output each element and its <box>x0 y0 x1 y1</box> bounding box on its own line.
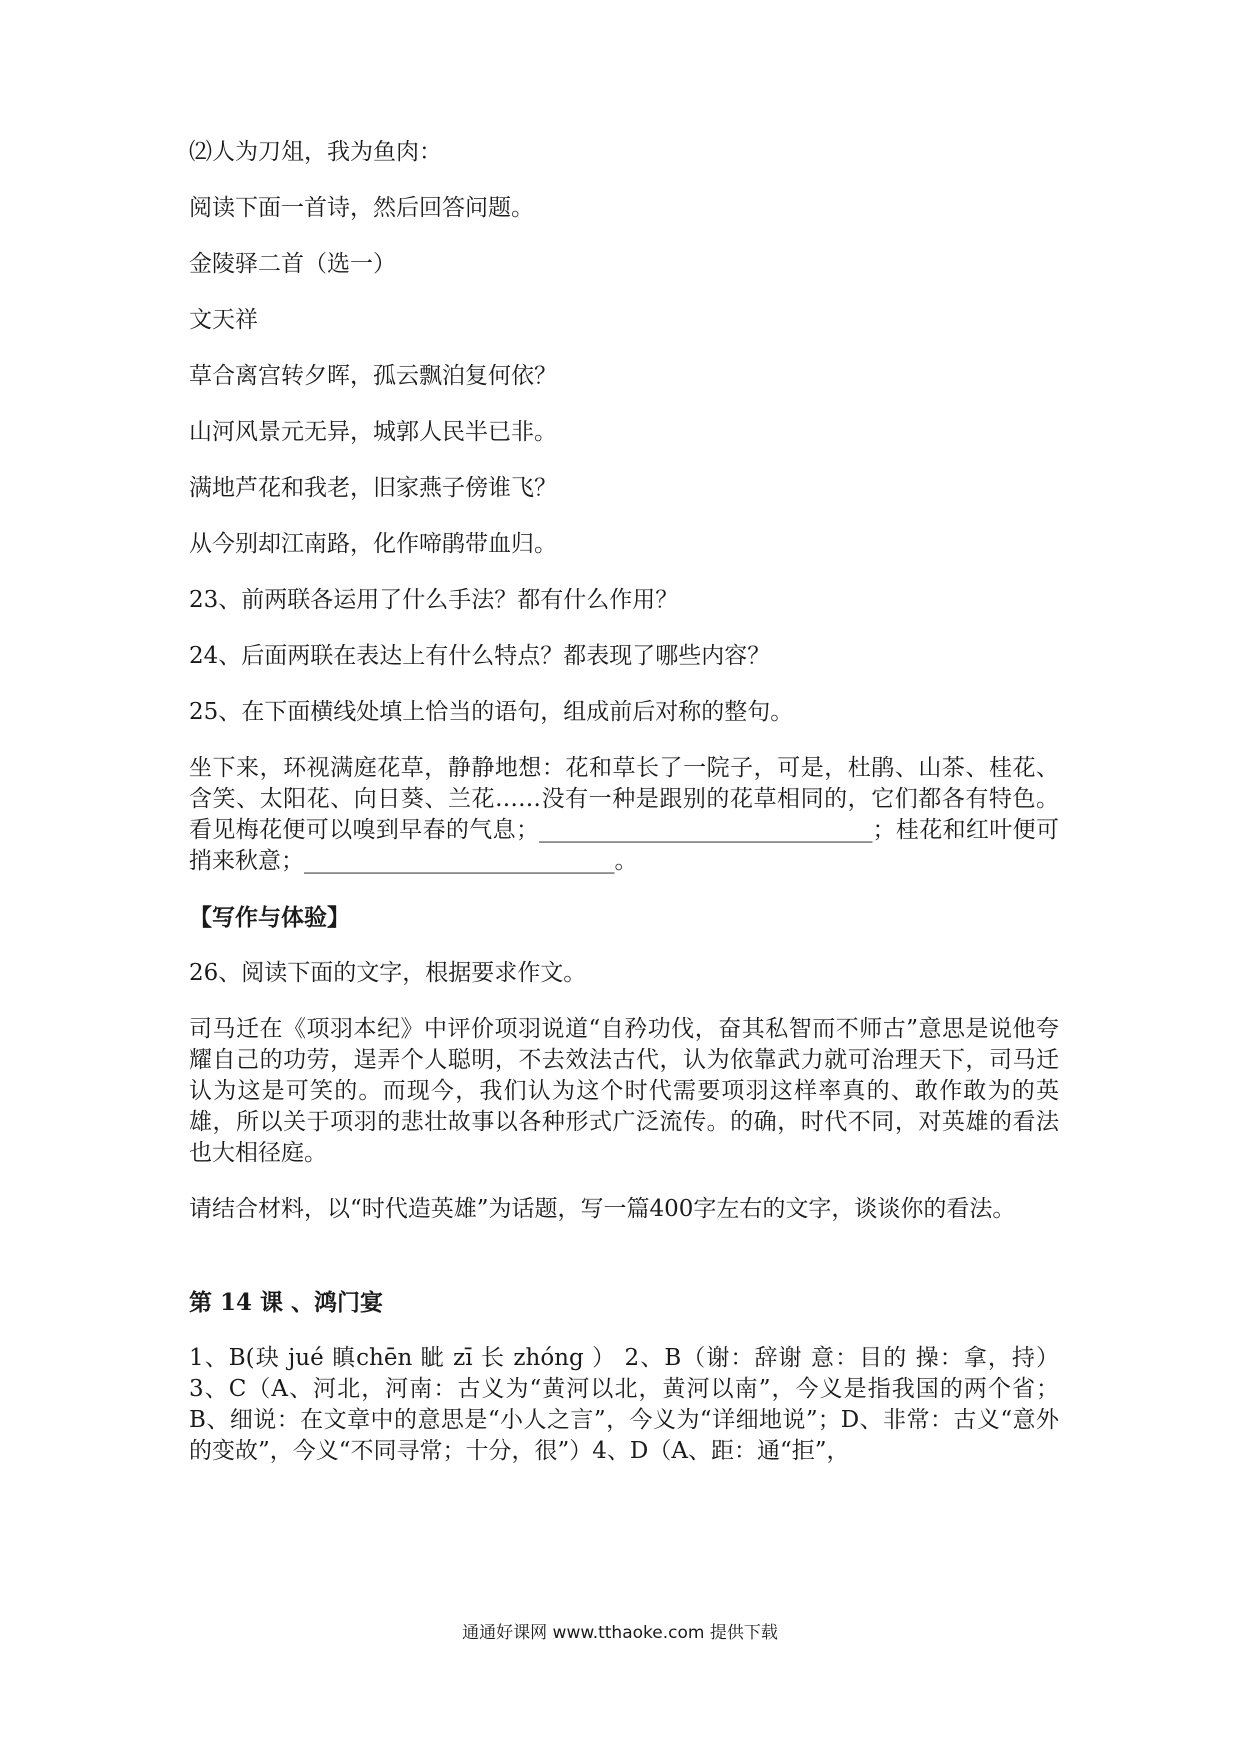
question-25: 25、在下面横线处填上恰当的语句，组成前后对称的整句。 <box>189 699 794 725</box>
text-line-idiom: ⑵人为刀俎，我为鱼肉： <box>189 139 442 165</box>
question-26: 26、阅读下面的文字，根据要求作文。 <box>189 960 587 986</box>
poem-line-3: 满地芦花和我老，旧家燕子傍谁飞？ <box>189 475 557 501</box>
poem-title: 金陵驿二首（选一） <box>189 251 396 277</box>
answer-key-paragraph: 1、B(玦 jué 瞋chēn 眦 zī 长 zhóng ） 2、B（谢：辞谢 意：目的 操：拿，持）3、C（A、河北，河南：古义为“黄河以北，黄河以南”，今义是指我国的两个省；B、细说：在文章中的意思是“小人之言”，今义为“详细地说”；D、非常：古义“意外的变故”，今义“不同寻常；十分，很”）4、D（A、距：通“拒”， <box>189 1345 1059 1464</box>
fill-blank-paragraph: 坐下来，环视满庭花草，静静地想：花和草长了一院子，可是，杜鹃、山茶、桂花、含笑、太阳花、向日葵、兰花……没有一种是跟别的花草相同的，它们都各有特色。看见梅花便可以嗅到早春的气息；_____________________________；桂花和红叶便可捎来秋意；___________________________。 <box>189 755 1059 874</box>
text-line-instruction: 阅读下面一首诗，然后回答问题。 <box>189 195 534 221</box>
poem-line-1: 草合离宫转夕晖，孤云飘泊复何依？ <box>189 363 557 389</box>
question-24: 24、后面两联在表达上有什么特点？都表现了哪些内容？ <box>189 643 771 669</box>
section-heading-writing: 【写作与体验】 <box>189 904 350 931</box>
reading-material-paragraph: 司马迁在《项羽本纪》中评价项羽说道“自矜功伐，奋其私智而不师古”意思是说他夸耀自己的功劳，逞弄个人聪明，不去效法古代，认为依靠武力就可治理天下，司马迁认为这是可笑的。而现今，我们认为这个时代需要项羽这样率真的、敢作敢为的英雄，所以关于项羽的悲壮故事以各种形式广泛流传。的确，时代不同，对英雄的看法也大相径庭。 <box>189 1016 1059 1166</box>
writing-prompt-paragraph: 请结合材料，以“时代造英雄”为话题，写一篇400字左右的文字，谈谈你的看法。 <box>189 1196 1016 1222</box>
lesson-title: 第 14 课 、鸿门宴 <box>189 1289 384 1316</box>
page-footer: 通通好课网 www.tthaoke.com 提供下载 <box>462 1623 778 1643</box>
question-23: 23、前两联各运用了什么手法？都有什么作用？ <box>189 587 679 613</box>
poem-line-2: 山河风景元无异，城郭人民半已非。 <box>189 419 557 445</box>
poem-author: 文天祥 <box>189 307 258 333</box>
poem-line-4: 从今别却江南路，化作啼鹃带血归。 <box>189 531 557 557</box>
